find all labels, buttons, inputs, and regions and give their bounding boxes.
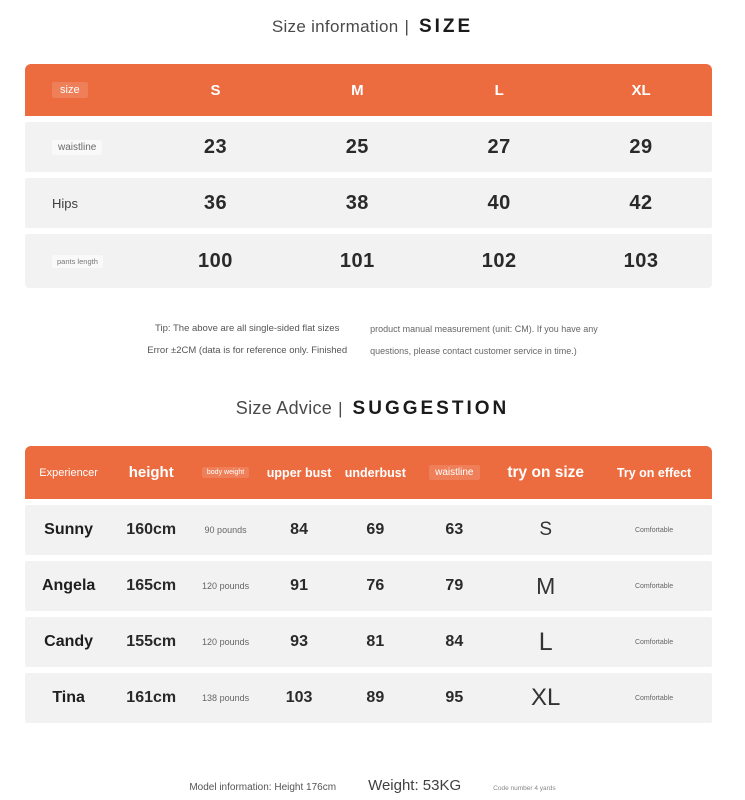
waistline-cell: 95 — [445, 689, 464, 706]
header-cell-try-on-effect: Try on effect — [616, 465, 692, 480]
tip-line-1: Tip: The above are all single-sided flat sizes — [155, 323, 340, 334]
header-cell-xl: XL — [631, 81, 651, 99]
header-cell-s: S — [210, 81, 221, 99]
height-cell: 160cm — [126, 521, 177, 538]
suggestion-table-row — [25, 617, 712, 667]
title-divider: | — [404, 17, 409, 36]
header-cell-height: height — [128, 464, 174, 481]
title-divider: | — [338, 399, 343, 418]
size-tip-left — [147, 318, 347, 362]
tip-line-2: Error ±2CM (data is for reference only. Finished — [147, 345, 348, 356]
upper-bust-cell: 93 — [290, 633, 308, 650]
height-cell: 165cm — [126, 577, 177, 594]
suggestion-title — [0, 398, 745, 420]
experiencer-cell: Sunny — [44, 521, 94, 538]
suggestion-title-en: SUGGESTION — [352, 398, 510, 419]
try-on-size-cell: L — [538, 627, 553, 656]
header-cell-experiencer: Experiencer — [39, 466, 98, 479]
underbust-cell: 89 — [366, 689, 385, 706]
model-weight-text: Weight: 53KG — [368, 777, 462, 794]
tip-line-3: product manual measurement (unit: CM). If you have any — [370, 324, 598, 334]
header-cell-body-weight: body weight — [202, 467, 249, 478]
size-tip-right — [370, 318, 598, 362]
try-on-size-cell: XL — [531, 684, 561, 711]
suggestion-table-row — [25, 505, 712, 555]
size-table — [25, 64, 712, 288]
body-weight-cell: 138 pounds — [202, 693, 250, 703]
experiencer-cell: Candy — [44, 633, 94, 650]
header-cell-underbust: underbust — [344, 465, 406, 480]
row-label-hips: Hips — [52, 195, 79, 211]
height-cell: 155cm — [126, 633, 177, 650]
waistline-value-m: 25 — [345, 135, 369, 158]
underbust-cell: 69 — [366, 521, 385, 538]
size-table-row-waistline — [25, 122, 712, 172]
pants-length-value-m: 101 — [339, 249, 375, 272]
size-info-title-en: SIZE — [418, 16, 474, 37]
suggestion-table-row — [25, 673, 712, 723]
size-info-title — [0, 0, 745, 38]
model-info-text: Model information: Height 176cm — [189, 782, 337, 793]
suggestion-table-row — [25, 561, 712, 611]
hips-value-l: 40 — [487, 191, 511, 214]
model-code-text: Code number 4 yards — [493, 785, 556, 792]
try-on-effect-cell: Comfortable — [634, 694, 674, 702]
upper-bust-cell: 84 — [290, 521, 308, 538]
body-weight-cell: 120 pounds — [202, 637, 250, 647]
waistline-cell: 84 — [445, 633, 464, 650]
model-info-bar — [0, 777, 745, 794]
hips-value-s: 36 — [203, 191, 228, 214]
experiencer-cell: Angela — [41, 577, 96, 594]
header-cell-waistline: waistline — [429, 465, 479, 480]
tip-line-4: questions, please contact customer service in time.) — [370, 346, 577, 356]
waistline-value-s: 23 — [203, 135, 228, 158]
suggestion-title-text: Size Advice — [235, 398, 333, 418]
pants-length-value-s: 100 — [198, 249, 233, 272]
header-cell-size: size — [52, 82, 88, 98]
underbust-cell: 76 — [366, 577, 385, 594]
hips-value-xl: 42 — [629, 191, 653, 214]
try-on-size-cell: M — [536, 572, 556, 599]
try-on-size-cell: S — [539, 519, 553, 540]
header-cell-m: M — [351, 81, 364, 99]
waistline-cell: 79 — [445, 577, 464, 594]
suggestion-table — [25, 446, 712, 723]
height-cell: 161cm — [126, 689, 177, 706]
underbust-cell: 81 — [366, 633, 385, 650]
suggestion-table-header-row — [25, 446, 712, 499]
body-weight-cell: 120 pounds — [202, 581, 250, 591]
header-cell-l: L — [494, 81, 504, 99]
header-cell-upper-bust: upper bust — [266, 465, 332, 480]
waistline-cell: 63 — [445, 521, 464, 538]
body-weight-cell: 90 pounds — [204, 525, 247, 535]
size-tip-note — [0, 318, 745, 362]
pants-length-value-l: 102 — [481, 249, 517, 272]
size-table-row-pants-length — [25, 234, 712, 288]
size-info-title-text: Size information — [271, 17, 399, 36]
try-on-effect-cell: Comfortable — [634, 638, 674, 646]
waistline-value-xl: 29 — [629, 135, 653, 158]
row-label-pants-length: pants length — [52, 255, 103, 268]
upper-bust-cell: 91 — [290, 577, 308, 594]
try-on-effect-cell: Comfortable — [634, 582, 674, 590]
try-on-effect-cell: Comfortable — [634, 526, 674, 534]
upper-bust-cell: 103 — [285, 689, 313, 706]
header-cell-try-on-size: try on size — [507, 463, 585, 481]
waistline-value-l: 27 — [487, 135, 511, 158]
pants-length-value-xl: 103 — [623, 249, 659, 272]
hips-value-m: 38 — [345, 191, 369, 214]
experiencer-cell: Tina — [52, 689, 85, 706]
row-label-waistline: waistline — [52, 140, 102, 155]
size-table-header-row — [25, 64, 712, 116]
size-table-row-hips — [25, 178, 712, 228]
